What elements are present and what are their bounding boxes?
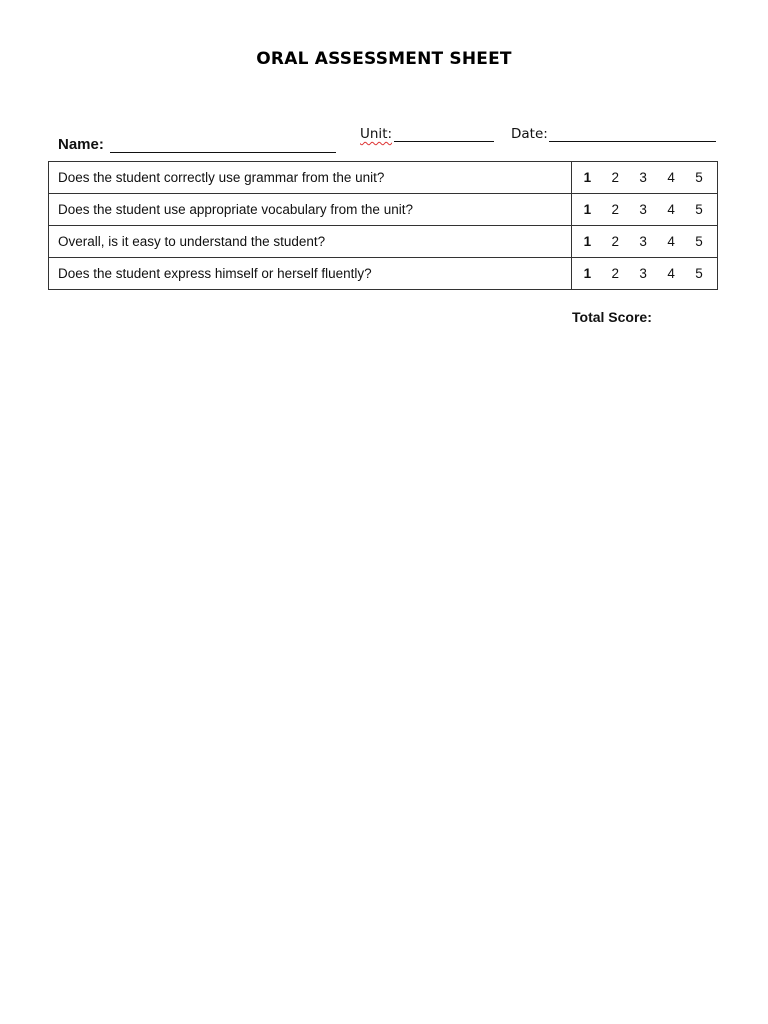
score-cell xyxy=(572,226,718,258)
score-option[interactable]: 3 xyxy=(639,170,647,185)
table-row xyxy=(49,162,718,194)
table-row xyxy=(49,226,718,258)
score-option[interactable]: 2 xyxy=(611,266,620,281)
page-title: ORAL ASSESSMENT SHEET xyxy=(256,49,512,69)
name-field[interactable] xyxy=(58,136,336,153)
question-cell: Does the student use appropriate vocabulary from the unit? xyxy=(49,194,572,226)
score-option[interactable]: 3 xyxy=(639,266,647,281)
unit-field[interactable] xyxy=(360,126,494,142)
total-score-label: Total Score: xyxy=(572,309,652,325)
score-option[interactable]: 5 xyxy=(695,170,703,185)
score-option[interactable]: 2 xyxy=(611,170,620,185)
score-option[interactable]: 4 xyxy=(667,170,675,185)
question-cell: Does the student express himself or herself fluently? xyxy=(49,258,572,290)
date-label: Date: xyxy=(511,126,548,142)
score-option[interactable]: 5 xyxy=(695,234,703,249)
question-cell: Does the student correctly use grammar from the unit? xyxy=(49,162,572,194)
name-label: Name: xyxy=(58,136,104,153)
table-row xyxy=(49,258,718,290)
score-option[interactable]: 4 xyxy=(667,202,675,217)
name-blank-line[interactable] xyxy=(110,138,336,153)
score-option[interactable]: 2 xyxy=(611,202,620,217)
score-cell xyxy=(572,258,718,290)
score-option[interactable]: 2 xyxy=(611,234,620,249)
question-cell: Overall, is it easy to understand the student? xyxy=(49,226,572,258)
score-option[interactable]: 3 xyxy=(639,202,647,217)
score-option[interactable]: 1 xyxy=(583,234,592,249)
score-cell xyxy=(572,162,718,194)
rubric-table xyxy=(48,161,718,290)
unit-label: Unit: xyxy=(360,126,393,142)
unit-blank-line[interactable] xyxy=(394,128,494,142)
score-option[interactable]: 1 xyxy=(583,170,592,185)
score-option[interactable]: 4 xyxy=(667,234,675,249)
score-option[interactable]: 5 xyxy=(695,266,703,281)
score-option[interactable]: 4 xyxy=(667,266,675,281)
date-blank-line[interactable] xyxy=(549,128,716,142)
score-option[interactable]: 3 xyxy=(639,234,647,249)
score-option[interactable]: 1 xyxy=(583,202,592,217)
date-field[interactable] xyxy=(511,126,716,142)
score-cell xyxy=(572,194,718,226)
score-option[interactable]: 1 xyxy=(583,266,592,281)
score-option[interactable]: 5 xyxy=(695,202,703,217)
table-row xyxy=(49,194,718,226)
